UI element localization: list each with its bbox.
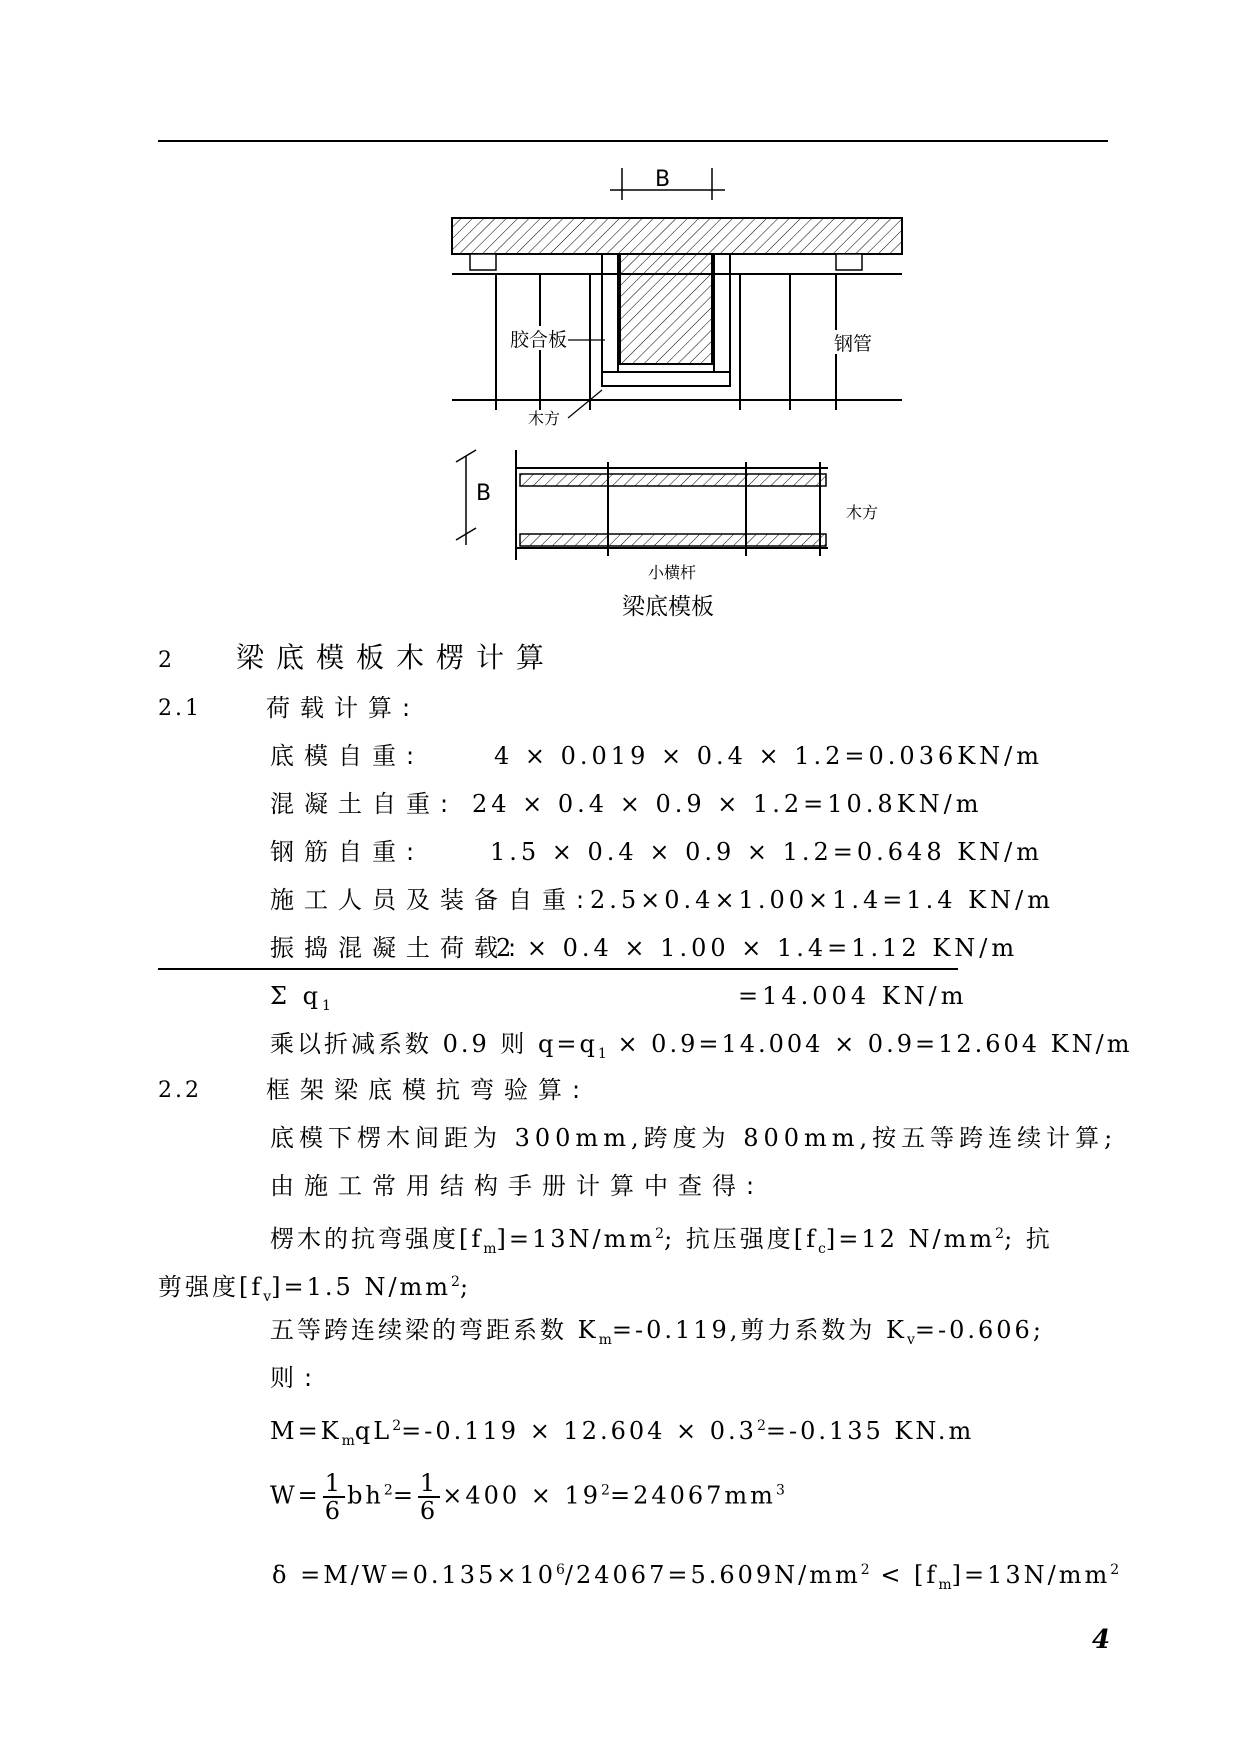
sum-rule xyxy=(158,968,958,970)
label-steel-pipe: 钢管 xyxy=(834,333,873,355)
para-coefficients: 五等跨连续梁的弯距系数 $K_m=-0.119$,剪力系数为 $K_v=-0.606$; xyxy=(270,1316,1044,1348)
formula-stress: $\delta =M/W=0.135\times 10^6/24067=5.609N/mm^2 < [f_m]=13N/mm^2$ xyxy=(272,1561,1120,1593)
label-plywood: 胶合板 xyxy=(510,329,568,351)
load-3-label: 钢筋自重: xyxy=(270,838,425,866)
section-2-2-number: 2.2 xyxy=(158,1078,202,1103)
load-4-label: 施工人员及装备自重: xyxy=(270,886,595,914)
header-rule xyxy=(158,140,1108,142)
load-5-value: 2 × 0.4 × 1.00 × 1.4=1.12 KN/m xyxy=(496,934,1019,962)
dim-label-top: B xyxy=(655,167,671,192)
label-timber-section: 木方 xyxy=(528,409,561,428)
figure-caption: 梁底模板 xyxy=(622,594,714,620)
page-number: 4 xyxy=(1092,1625,1111,1655)
load-1-label: 底模自重: xyxy=(270,742,425,770)
section-2-1-title: 荷载计算: xyxy=(266,694,421,722)
load-2-label: 混凝土自重: xyxy=(270,790,459,818)
load-4-value: 2.5×0.4×1.00×1.4=1.4 KN/m xyxy=(590,886,1054,914)
load-5-label: 振捣混凝土荷载: xyxy=(270,934,527,962)
section-2-2-title: 框架梁底模抗弯验算: xyxy=(266,1076,591,1104)
load-3-value: 1.5 × 0.4 × 0.9 × 1.2=0.648 KN/m xyxy=(490,838,1043,866)
fraction-one-sixth-2: $\frac{1}{6}$ xyxy=(419,1469,439,1525)
dim-label-side: B xyxy=(476,481,492,506)
sum-value: =14.004 KN/m xyxy=(738,982,968,1010)
para-shear: 剪强度$[f_v]=1.5$ $N/mm^2$; xyxy=(158,1273,472,1305)
para-spacing: 底模下楞木间距为 300mm,跨度为 800mm,按五等跨连续计算; xyxy=(270,1124,1118,1152)
para-strength: 楞木的抗弯强度$[f_m]=13N/mm^2$; 抗压强度$[f_c]=12$ $N/mm^2$; 抗 xyxy=(270,1225,1053,1257)
para-then: 则: xyxy=(270,1364,323,1392)
para-handbook: 由施工常用结构手册计算中查得: xyxy=(270,1172,765,1200)
formula-section-modulus: W= $\frac{1}{6}$ $bh^2=$ $\frac{1}{6}$ $\times 400 \times 19^2=24067mm^3$ xyxy=(270,1469,785,1525)
beam-formwork-figure xyxy=(440,160,940,630)
section-2-title: 梁底模板木楞计算 xyxy=(236,641,557,674)
label-crossbar: 小横杆 xyxy=(648,563,697,582)
load-2-value: 24 × 0.4 × 0.9 × 1.2=10.8KN/m xyxy=(472,790,983,818)
formula-moment: $M=K_mqL^2=-0.119 \times 12.604 \times 0.3^2=-0.135$ KN.m xyxy=(270,1417,975,1449)
formwork-diagram xyxy=(440,160,940,630)
reduction-line: 乘以折减系数 0.9 则 $q=q_1 \times 0.9=14.004 \times 0.9=12.604$ KN/m xyxy=(270,1030,1133,1062)
label-timber-plan: 木方 xyxy=(846,503,879,522)
load-1-value: 4 × 0.019 × 0.4 × 1.2=0.036KN/m xyxy=(494,742,1044,770)
fraction-one-sixth: $\frac{1}{6}$ xyxy=(324,1469,344,1525)
section-2-number: 2 xyxy=(158,648,175,673)
sum-label: Σ $q_1$ xyxy=(270,982,331,1014)
section-2-1-number: 2.1 xyxy=(158,696,202,721)
